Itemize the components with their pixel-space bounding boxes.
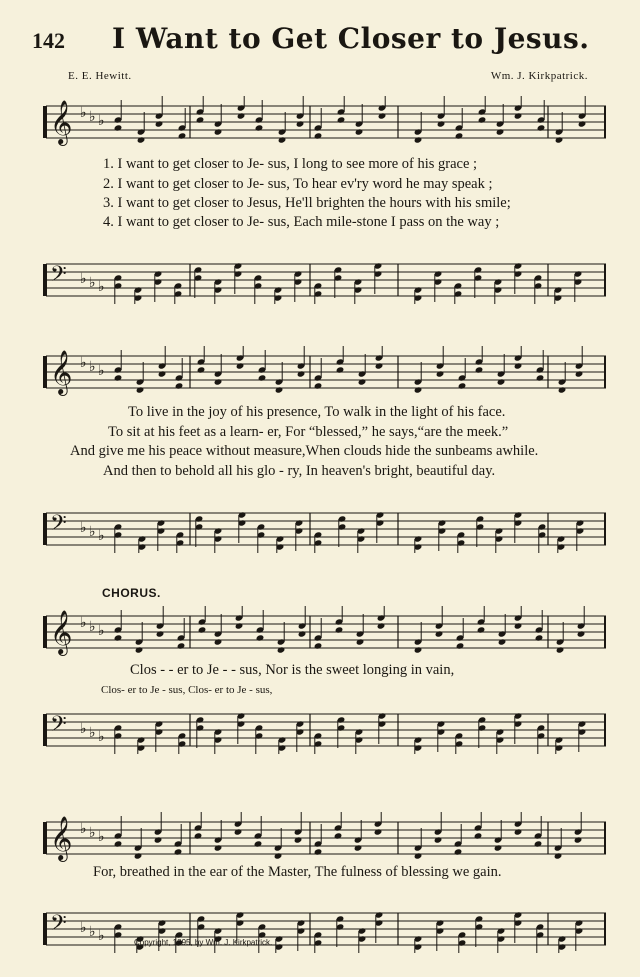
svg-text:𝄢: 𝄢 <box>50 261 67 292</box>
staff-lines <box>40 503 608 553</box>
svg-text:♭: ♭ <box>80 615 87 632</box>
svg-text:♭: ♭ <box>89 275 96 292</box>
svg-text:𝄢: 𝄢 <box>50 910 67 941</box>
verse-1-line-a: 1. I want to get closer to Je- sus, I long to see more of his grace ; <box>103 156 478 172</box>
svg-text:♭: ♭ <box>80 721 87 738</box>
svg-text:♭: ♭ <box>80 355 87 372</box>
svg-text:♭: ♭ <box>80 821 87 838</box>
composer-credit: Wm. J. Kirkpatrick. <box>490 70 588 82</box>
svg-text:♭: ♭ <box>89 109 96 126</box>
verse-2-line-b: To sit at his feet as a learn- er, For “blessed,” he says,“are the meek.” <box>108 424 509 440</box>
svg-text:♭: ♭ <box>89 825 96 842</box>
hymn-title: I Want to Get Closer to Jesus. <box>112 22 590 55</box>
svg-text:♭: ♭ <box>80 105 87 122</box>
svg-text:♭: ♭ <box>98 113 105 130</box>
svg-text:♭: ♭ <box>98 729 105 746</box>
svg-text:♭: ♭ <box>89 619 96 636</box>
staff-lines <box>40 96 608 146</box>
verse-1-line-b: To live in the joy of his presence, To walk in the light of his face. <box>128 404 506 420</box>
bass-staff-system-2 <box>40 503 608 553</box>
svg-text:𝄢: 𝄢 <box>50 510 67 541</box>
svg-text:𝄞: 𝄞 <box>50 99 73 144</box>
svg-text:♭: ♭ <box>80 520 87 537</box>
copyright-notice: Copyright, 1895, by Wm. J. Kirkpatrick. <box>134 938 273 947</box>
svg-text:♭: ♭ <box>89 524 96 541</box>
treble-staff-system-4 <box>40 812 608 862</box>
lyricist-credit: E. E. Hewitt. <box>68 70 132 82</box>
bass-staff-system-4 <box>40 903 608 953</box>
svg-text:♭: ♭ <box>89 924 96 941</box>
bass-staff-system-3 <box>40 704 608 754</box>
svg-text:♭: ♭ <box>98 363 105 380</box>
verse-4-line-b: And then to behold all his glo - ry, In heaven's bright, beautiful day. <box>103 463 496 479</box>
chorus-label: CHORUS. <box>102 586 161 600</box>
staff-lines <box>40 346 608 396</box>
chorus-line-2: For, breathed in the ear of the Master, The fulness of blessing we gain. <box>93 864 502 880</box>
staff-lines <box>40 704 608 754</box>
svg-text:𝄞: 𝄞 <box>50 609 73 654</box>
svg-text:𝄞: 𝄞 <box>50 349 73 394</box>
svg-text:♭: ♭ <box>98 928 105 945</box>
svg-text:♭: ♭ <box>80 271 87 288</box>
treble-staff-system-2 <box>40 346 608 396</box>
verse-3-line-b: And give me his peace without measure,When clouds hide the sunbeams awhile. <box>70 443 539 459</box>
svg-text:𝄢: 𝄢 <box>50 711 67 742</box>
verse-2-line-a: 2. I want to get closer to Je- sus, To hear ev'ry word he may speak ; <box>103 176 493 192</box>
verse-3-line-a: 3. I want to get closer to Jesus, He'll brighten the hours with his smile; <box>103 195 511 211</box>
svg-text:♭: ♭ <box>98 279 105 296</box>
verse-4-line-a: 4. I want to get closer to Je- sus, Each mile-stone I pass on the way ; <box>103 214 500 230</box>
staff-lines <box>40 812 608 862</box>
staff-lines <box>40 254 608 304</box>
page-number: 142 <box>32 28 65 53</box>
svg-text:♭: ♭ <box>89 725 96 742</box>
chorus-line-1: Clos - - er to Je - - sus, Nor is the sweet longing in vain, <box>130 662 455 678</box>
staff-lines <box>40 903 608 953</box>
svg-text:♭: ♭ <box>98 623 105 640</box>
treble-staff-system-1 <box>40 96 608 146</box>
bass-staff-system-1 <box>40 254 608 304</box>
treble-staff-system-3 <box>40 606 608 656</box>
svg-text:♭: ♭ <box>89 359 96 376</box>
svg-text:♭: ♭ <box>80 920 87 937</box>
svg-text:♭: ♭ <box>98 829 105 846</box>
svg-text:♭: ♭ <box>98 528 105 545</box>
chorus-bass-words: Clos- er to Je - sus, Clos- er to Je - sus, <box>101 684 273 696</box>
svg-text:𝄞: 𝄞 <box>50 815 73 860</box>
staff-lines <box>40 606 608 656</box>
